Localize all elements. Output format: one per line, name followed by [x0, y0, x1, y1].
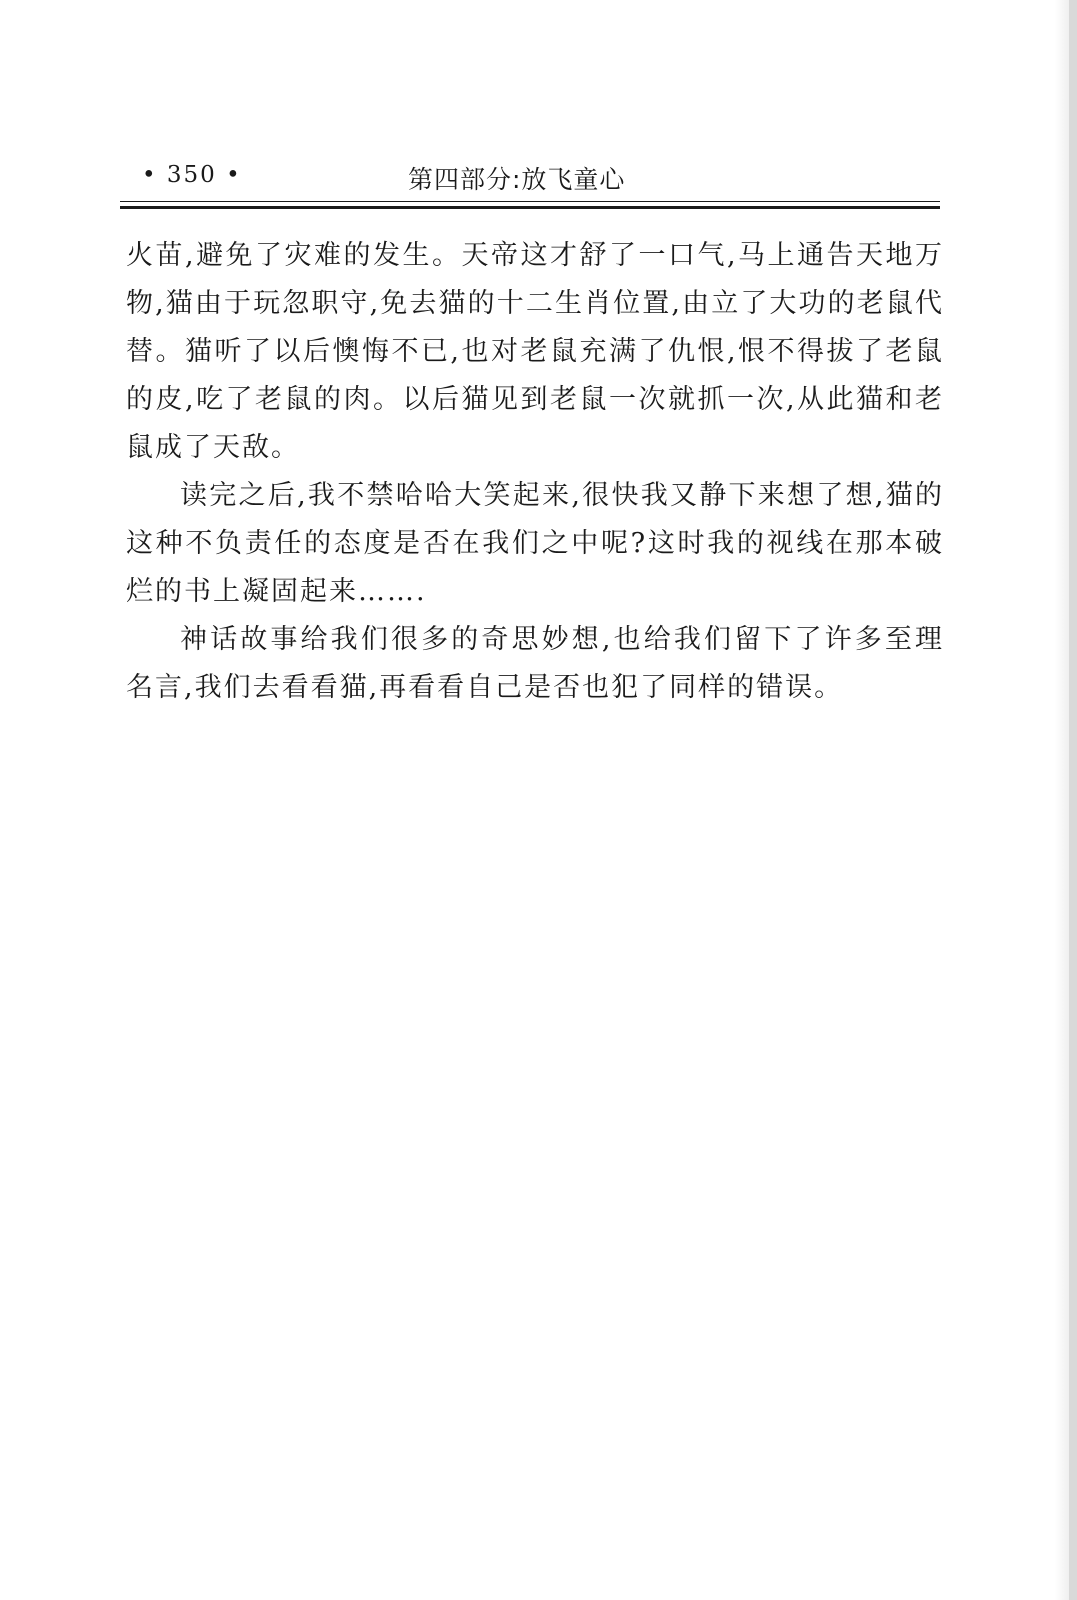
page-header — [122, 160, 940, 196]
running-title: 第四部分:放飞童心 — [408, 165, 626, 194]
paragraph-reflection: 读完之后,我不禁哈哈大笑起来,很快我又静下来想了想,猫的这种不负责任的态度是否在我们之中呢?这时我的视线在那本破烂的书上凝固起来……. — [126, 480, 944, 607]
page-number: • 350 • — [142, 162, 242, 188]
header-rule-thin — [120, 201, 940, 202]
scan-edge-shadow — [1055, 0, 1069, 1600]
header-rule-thick — [120, 206, 940, 209]
scan-edge — [1069, 0, 1077, 1600]
body-text — [126, 232, 944, 712]
paragraph-conclusion: 神话故事给我们很多的奇思妙想,也给我们留下了许多至理名言,我们去看看猫,再看看自己是否也犯了同样的错误。 — [126, 624, 944, 703]
paragraph-continued: 火苗,避免了灾难的发生。天帝这才舒了一口气,马上通告天地万物,猫由于玩忽职守,免去猫的十二生肖位置,由立了大功的老鼠代替。猫听了以后懊悔不已,也对老鼠充满了仇恨,恨不得拔了老鼠的皮,吃了老鼠的肉。以后猫见到老鼠一次就抓一次,从此猫和老鼠成了天敌。 — [126, 240, 944, 463]
